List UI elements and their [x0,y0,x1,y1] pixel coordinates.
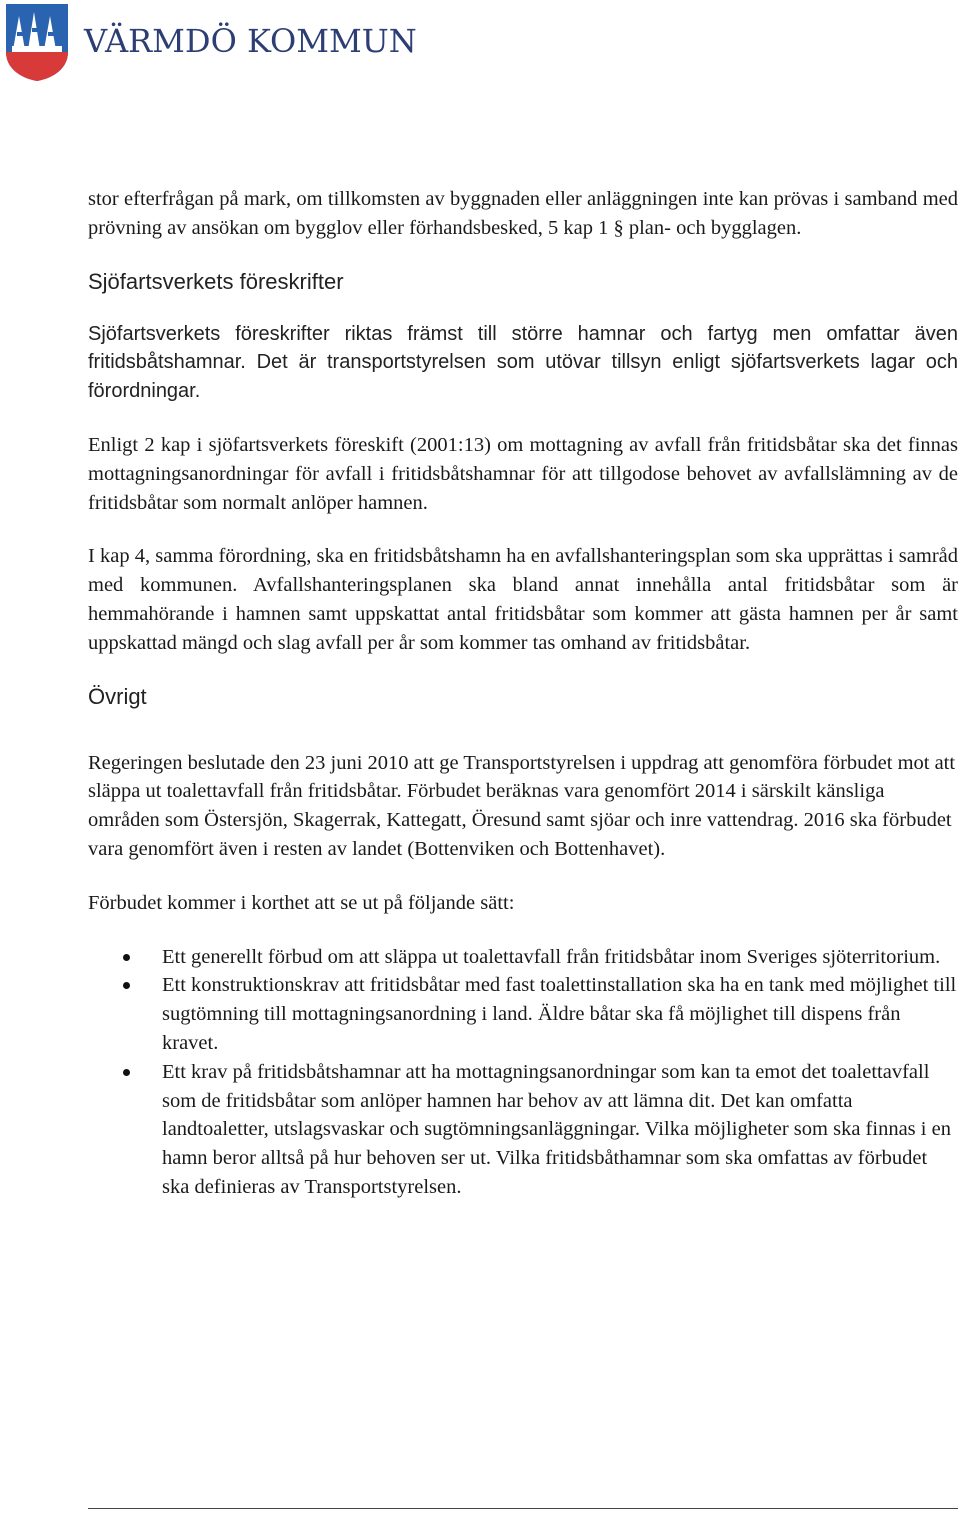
document-body [88,185,958,1202]
section-heading: Sjöfartsverkets föreskrifter [88,268,344,294]
brand-name: VÄRMDÖ KOMMUN [84,22,417,60]
bullet-icon [123,1069,130,1076]
list-item-text: Ett konstruktionskrav att fritidsbåtar med fast toalettinstallation ska ha en tank med möjlighet till sugtömning till mottagningsanordning i land. Äldre båtar ska få möjlighet till dispens från kravet. [162,974,957,1054]
list-item-text: Ett krav på fritidsbåtshamnar att ha mottagningsanordningar som kan ta emot det toalettavfall som de fritidsbåtar som anlöper hamnen har behov av att lämna dit. Det kan omfatta landtoaletter, utslagsvaskar och sugtömningsanläggningar. Vilka möjligheter som ska finnas i en hamn beror alltså på hur behoven ser ut. Vilka fritidsbåthamnar som ska omfattas av förbudet ska definieras av Transportstyrelsen. [162,1060,951,1198]
coat-of-arms-shield-icon [4,2,70,82]
paragraph: Sjöfartsverkets föreskrifter riktas främst till större hamnar och fartyg men omfattar även fritidsbåtshamnar. Det är transportstyrelsen som utövar tillsyn enligt sjöfartsverkets lagar och förordningar. [88,322,958,403]
paragraph: Enligt 2 kap i sjöfartsverkets föreskift (2001:13) om mottagning av avfall från fritidsbåtar ska det finnas mottagningsanordningar för avfall i fritidsbåtshamnar för att tillgodose behovet av avfallslämning av de fritidsbåtar som normalt anlöper hamnen. [88,433,958,514]
bullet-icon [123,982,130,989]
list-item [88,971,958,1057]
paragraph: Regeringen beslutade den 23 juni 2010 att ge Transportstyrelsen i uppdrag att genomföra förbudet mot att släppa ut toalettavfall från fritidsbåtar. Förbudet beräknas vara genomfört 2014 i särskilt känsliga områden som Östersjön, Skagerrak, Kattegatt, Öresund samt sjöar och inre vattendrag. 2016 ska förbudet vara genomfört även i resten av landet (Bottenviken och Bottenhavet). [88,751,956,860]
paragraph: I kap 4, samma förordning, ska en fritidsbåtshamn ha en avfallshanteringsplan som ska upprättas i samråd med kommunen. Avfallshanteringsplanen ska bland annat innehålla antal fritidsbåtar som är hemmahörande i hamnen samt uppskattat antal fritidsbåtar som kommer att gästa hamnen per år samt uppskattad mängd och slag avfall per år som kommer tas omhand av fritidsbåtar. [88,545,958,654]
section-sjofartsverkets-foreskrifter [88,268,958,658]
list-item [88,943,958,972]
section-ovrigt [88,683,958,1202]
page-header [0,0,960,90]
section-heading: Övrigt [88,683,147,709]
list-item-text: Ett generellt förbud om att släppa ut toalettavfall från fritidsbåtar inom Sveriges sjöterritorium. [162,945,941,968]
bullet-list [88,943,958,1202]
list-item [88,1058,958,1202]
footer-divider [88,1508,958,1509]
paragraph: Förbudet kommer i korthet att se ut på följande sätt: [88,891,515,914]
bullet-icon [123,954,130,961]
intro-paragraph: stor efterfrågan på mark, om tillkomsten av byggnaden eller anläggningen inte kan prövas i samband med prövning av ansökan om bygglov eller förhandsbesked, 5 kap 1 § plan- och bygglagen. [88,188,958,239]
